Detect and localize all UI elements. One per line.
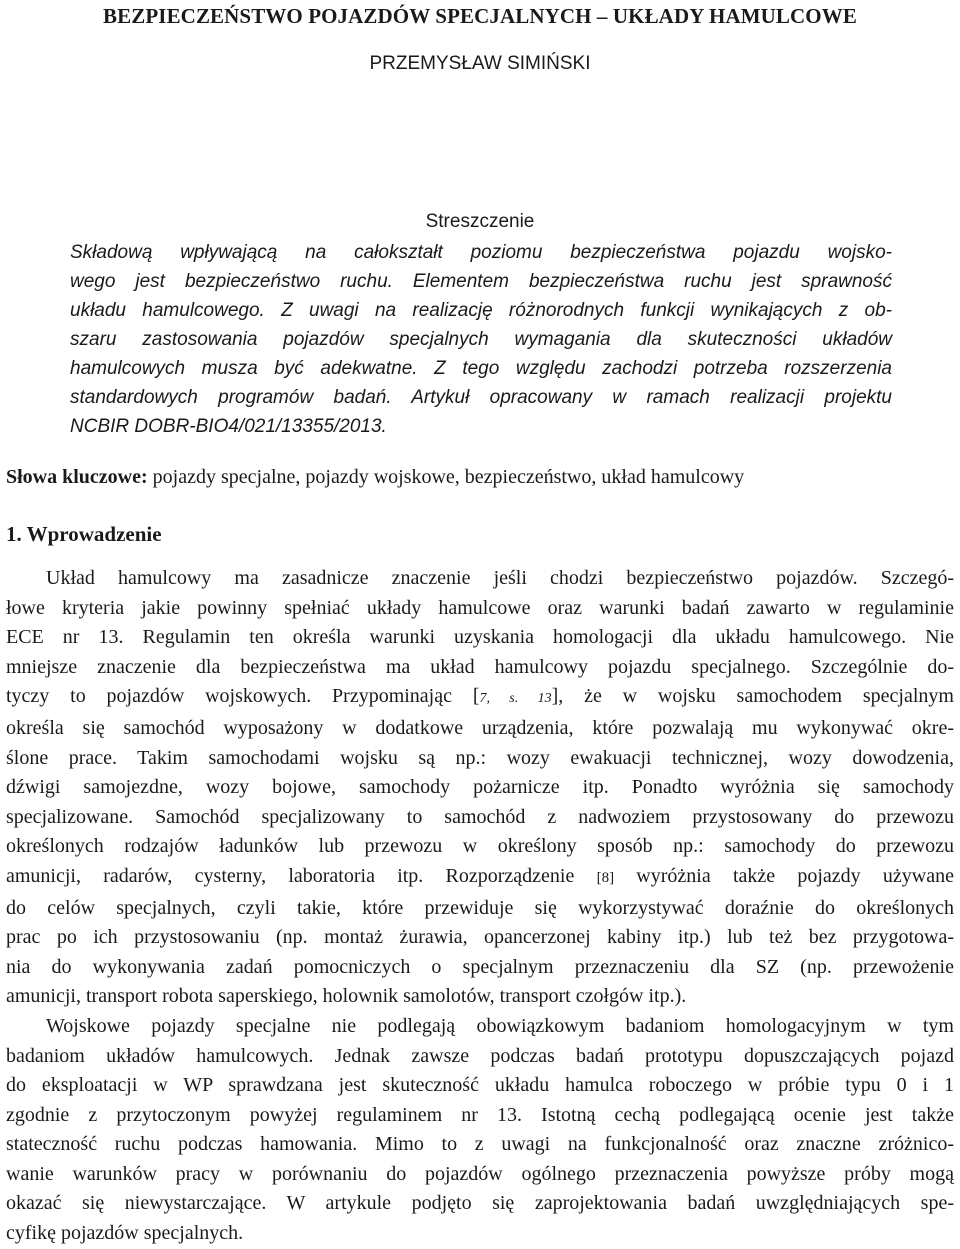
body-line: stateczność ruchu podczas hamowania. Mimo to z uwagi na funkcjonalność oraz znaczne zróżnico- xyxy=(6,1133,954,1156)
body-line: wanie warunków pracy w porównaniu do pojazdów ogólnego przeznaczenia powyższe próby mogą xyxy=(6,1162,954,1185)
body-line: cyfikę pojazdów specjalnych. xyxy=(6,1222,244,1245)
author-name: PRZEMYSŁAW SIMIŃSKI xyxy=(369,53,591,74)
body-line: prac po ich przystosowaniu (np. montaż żurawia, opancerzonej kabiny itp.) lub też bez przygotowa- xyxy=(6,926,954,949)
abstract-line: szaru zastosowania pojazdów specjalnych wymagania dla skuteczności układów xyxy=(70,329,892,350)
body-line: Wojskowe pojazdy specjalne nie podlegają obowiązkowym badaniom homologacyjnym w tym xyxy=(46,1014,954,1037)
body-line: Układ hamulcowy ma zasadnicze znaczenie jeśli chodzi bezpieczeństwo pojazdów. Szczegó- xyxy=(46,567,954,589)
body-line: określonych rodzajów ładunków lub przewozu w określony sposób np.: samochody do przewozu xyxy=(6,835,954,858)
paper-title: BEZPIECZEŃSTWO POJAZDÓW SPECJALNYCH – UKŁADY HAMULCOWE xyxy=(103,4,857,28)
body-line: do eksploatacji w WP sprawdzana jest skuteczność układu hamulca roboczego w próbie typu 0 i 1 xyxy=(6,1074,954,1097)
body-line: zgodnie z przytoczonym powyżej regulaminem nr 13. Istotną cechą podlegającą ocenie jest także xyxy=(6,1103,954,1126)
abstract-line: standardowych programów badań. Artykuł opracowany w ramach realizacji projektu xyxy=(70,387,892,408)
abstract-line: NCBIR DOBR-BIO4/021/13355/2013. xyxy=(70,416,387,437)
abstract-line: Składową wpływającą na całokształt poziomu bezpieczeństwa pojazdu wojsko- xyxy=(70,242,892,263)
abstract-heading: Streszczenie xyxy=(425,211,535,232)
abstract-body xyxy=(70,238,892,441)
body-line: ECE nr 13. Regulamin ten określa warunki uzyskania homologacji dla układu hamulcowego. Nie xyxy=(6,626,954,649)
abstract-line: wego jest bezpieczeństwo ruchu. Elementem bezpieczeństwa ruchu jest sprawność xyxy=(70,271,892,292)
body-line: mniejsze znaczenie dla bezpieczeństwa ma układ hamulcowy pojazdu specjalnego. Szczególnie do- xyxy=(6,655,954,678)
section-heading: 1. Wprowadzenie xyxy=(6,522,162,546)
body-line: badaniom układów hamulcowych. Jednak zawsze podczas badań prototypu dopuszczających pojazd xyxy=(6,1044,954,1067)
body-line-text: tyczy to pojazdów wojskowych. Przypominając [ xyxy=(6,685,480,708)
abstract-line: układu hamulcowego. Z uwagi na realizację różnorodnych funkcji wynikających z ob- xyxy=(70,300,892,321)
keywords-text: pojazdy specjalne, pojazdy wojskowe, bezpieczeństwo, układ hamulcowy xyxy=(147,466,745,488)
keywords-label: Słowa kluczowe: xyxy=(6,466,148,488)
body-line: dźwigi samojezdne, wozy bojowe, samochody pożarnicze itp. Ponadto wyróżnia się samochody xyxy=(6,776,954,799)
body-line: łowe kryteria jakie powinny spełniać układy hamulcowe oraz warunki badań zawarto w regulaminie xyxy=(6,596,954,619)
body-line xyxy=(6,862,954,894)
body-line: specjalizowane. Samochód specjalizowany to samochód z nadwoziem przystosowany do przewozu xyxy=(6,805,954,828)
body-line: ślone prace. Takim samochodami wojsku są np.: wozy ewakuacji technicznej, wozy dowodzenia, xyxy=(6,746,954,769)
body-line-text: ], że w wojsku samochodem specjalnym xyxy=(551,685,954,708)
body-line xyxy=(6,682,954,714)
body-line: okazać się niewystarczające. W artykule podjęto się zaprojektowania badań uwzględniających spe- xyxy=(6,1192,954,1215)
body-line-text: amunicji, radarów, cysterny, laboratoria itp. Rozporządzenie xyxy=(6,864,597,887)
body-line: określa się samochód wyposażony w dodatkowe urządzenia, które pozwalają mu wykonywać okre- xyxy=(6,716,954,739)
citation: 7, s. 13 xyxy=(479,691,552,707)
abstract-line: hamulcowych musza być adekwatne. Z tego względu zachodzi potrzeba rozszerzenia xyxy=(70,358,892,379)
body-line-text: wyróżnia także pojazdy używane xyxy=(614,864,954,887)
body-line: nia do wykonywania zadań pomocniczych o specjalnym przeznaczeniu dla SZ (np. przewożenie xyxy=(6,955,954,978)
body-line: amunicji, transport robota saperskiego, holownik samolotów, transport czołgów itp.). xyxy=(6,985,687,1008)
citation: [8] xyxy=(596,869,615,886)
section-body xyxy=(6,564,954,1249)
body-line: do celów specjalnych, czyli takie, które przewiduje się wykorzystywać doraźnie do określonych xyxy=(6,896,954,919)
keywords xyxy=(6,466,906,489)
